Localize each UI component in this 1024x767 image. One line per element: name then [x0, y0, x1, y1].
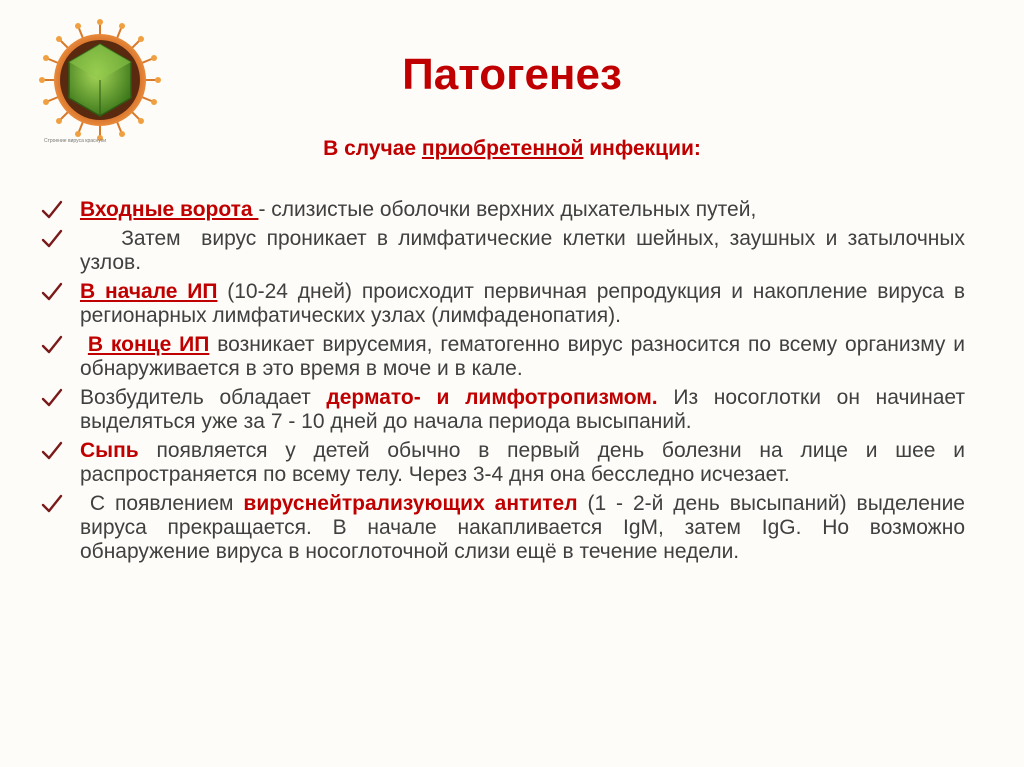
checkmark-icon: [40, 227, 64, 251]
bullet-text: (10-24 дней) происходит первичная репродукция и накопление вируса в регионарных лимфатических узлах (лимфаденопатия).: [80, 280, 965, 327]
checkmark-icon: [40, 439, 64, 463]
bullet-highlight: В начале ИП: [80, 280, 218, 303]
image-caption: Строение вируса краснухи: [44, 138, 107, 144]
bullet-text: (1 - 2-й день высыпаний) выделение вируса прекращается. В начале накапливается IgM, затем IgG. Но возможно обнаружение вируса в носоглоточной слизи ещё в течение недели.: [80, 492, 965, 563]
bullet-highlight: Сыпь: [80, 439, 139, 462]
list-item: [40, 439, 965, 487]
checkmark-icon: [40, 280, 64, 304]
list-item: [40, 333, 965, 381]
checkmark-icon: [40, 198, 64, 222]
subtitle-prefix: В случае: [323, 137, 422, 160]
bullet-text: Затем вирус проникает в лимфатические клетки шейных, заушных и затылочных узлов.: [80, 227, 971, 274]
list-item: [40, 198, 965, 222]
list-item: [40, 386, 965, 434]
list-item: [40, 227, 971, 275]
bullet-list: [40, 198, 971, 569]
page-title: Патогенез: [402, 50, 622, 99]
bullet-text: появляется у детей обычно в первый день болезни на лице и шее и распространяется по всему телу. Через 3-4 дня она бесследно исчезает.: [80, 439, 965, 486]
subtitle: [0, 137, 1024, 161]
bullet-text-before: Возбудитель обладает: [80, 386, 327, 409]
list-item: [40, 492, 965, 564]
bullet-highlight: дермато- и лимфотропизмом.: [326, 386, 658, 409]
bullet-text-before: С появлением: [80, 492, 244, 515]
subtitle-underlined: приобретенной: [421, 137, 584, 160]
bullet-highlight: В конце ИП: [87, 333, 210, 356]
bullet-spacer: [80, 333, 88, 356]
list-item: [40, 280, 965, 328]
bullet-highlight: вируснейтрализующих антител: [243, 492, 578, 515]
bullet-text: Из носоглотки он начинает выделяться уже за 7 - 10 дней до начала периода высыпаний.: [80, 386, 965, 433]
checkmark-icon: [40, 386, 64, 410]
bullet-text: возникает вирусемия, гематогенно вирус разносится по всему организму и обнаруживается в это время в моче и в кале.: [80, 333, 966, 380]
checkmark-icon: [40, 333, 64, 357]
bullet-highlight: Входные ворота: [80, 198, 259, 221]
subtitle-suffix: инфекции:: [583, 137, 701, 160]
checkmark-icon: [40, 492, 64, 516]
bullet-text: - слизистые оболочки верхних дыхательных путей,: [258, 198, 757, 221]
